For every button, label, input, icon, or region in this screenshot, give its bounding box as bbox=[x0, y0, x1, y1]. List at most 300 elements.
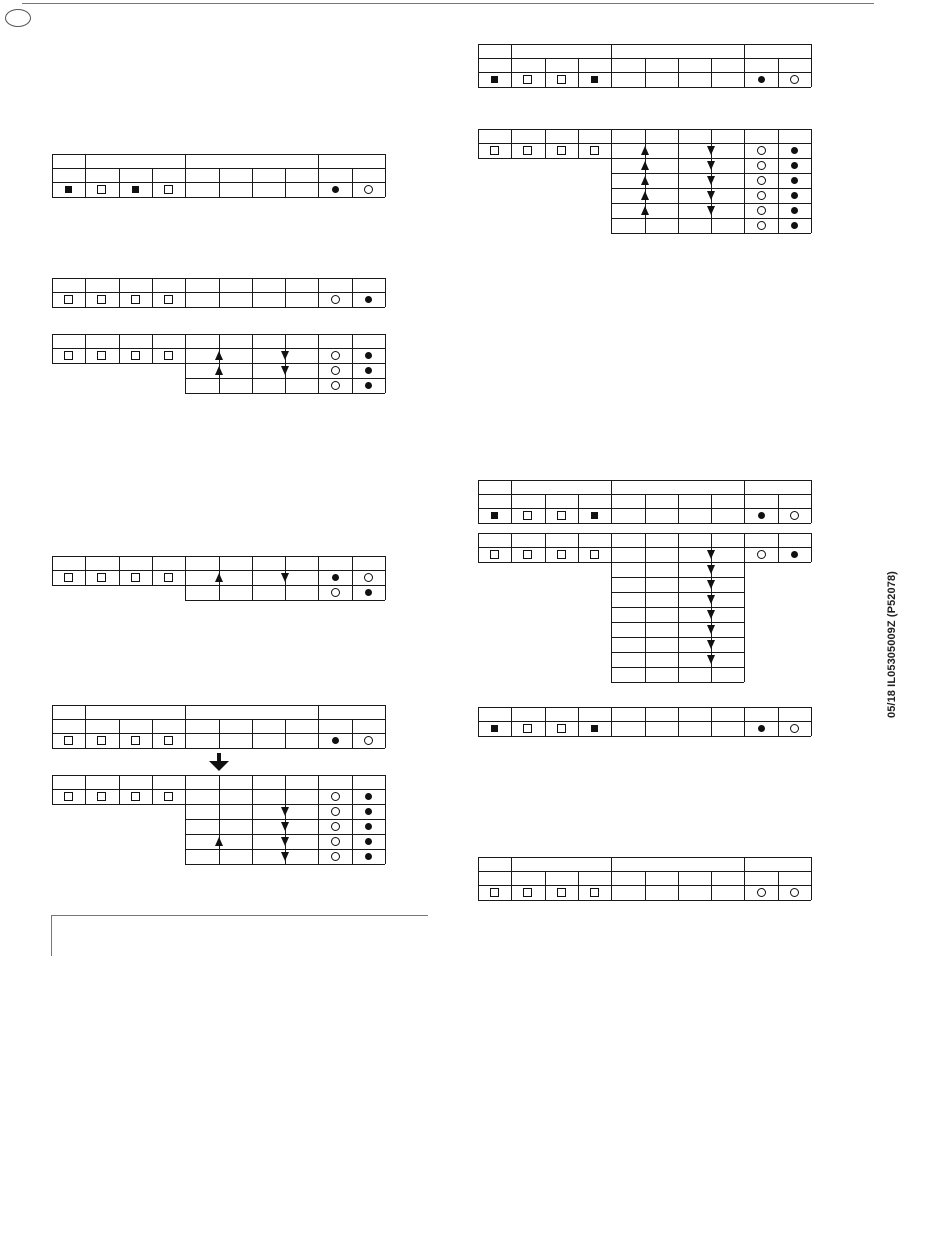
grid-line-v bbox=[52, 775, 53, 789]
grid-line-v bbox=[318, 278, 319, 292]
grid-line-v bbox=[152, 789, 153, 804]
grid-line-v bbox=[185, 849, 186, 864]
open-circle-icon bbox=[364, 573, 373, 582]
grid-line-v bbox=[744, 577, 745, 592]
open-square-icon bbox=[523, 75, 532, 84]
grid-line-v bbox=[811, 871, 812, 885]
grid-line-v bbox=[478, 721, 479, 736]
open-circle-icon bbox=[757, 191, 766, 200]
arrow-down-icon bbox=[707, 191, 715, 200]
grid-line-v bbox=[778, 158, 779, 173]
open-circle-icon bbox=[790, 511, 799, 520]
grid-line-v bbox=[778, 218, 779, 233]
arrow-down-icon bbox=[281, 366, 289, 375]
grid-line-v bbox=[611, 577, 612, 592]
grid-line-v bbox=[285, 182, 286, 197]
filled-square-icon bbox=[491, 76, 498, 83]
grid-line-v bbox=[511, 871, 512, 885]
grid-line-v bbox=[385, 819, 386, 834]
grid-line-v bbox=[578, 508, 579, 523]
arrow-up-icon bbox=[641, 161, 649, 170]
grid-line-v bbox=[152, 719, 153, 733]
open-circle-icon bbox=[757, 206, 766, 215]
filled-square-icon bbox=[591, 76, 598, 83]
grid-line-v bbox=[252, 556, 253, 570]
grid-line-v bbox=[545, 533, 546, 547]
grid-line-v bbox=[611, 173, 612, 188]
grid-line-v bbox=[478, 494, 479, 508]
grid-line-v bbox=[678, 158, 679, 173]
grid-line-v bbox=[611, 158, 612, 173]
grid-line-v bbox=[252, 775, 253, 789]
grid-line-v bbox=[85, 775, 86, 789]
filled-square-icon bbox=[132, 186, 139, 193]
grid-line-v bbox=[744, 494, 745, 508]
grid-line-v bbox=[352, 789, 353, 804]
grid-line-v bbox=[119, 168, 120, 182]
grid-line-v bbox=[545, 547, 546, 562]
grid-line-v bbox=[185, 804, 186, 819]
grid-line-h bbox=[185, 600, 385, 601]
grid-line-v bbox=[811, 857, 812, 871]
grid-line-v bbox=[352, 556, 353, 570]
open-square-icon bbox=[97, 792, 106, 801]
grid-line-v bbox=[219, 819, 220, 834]
grid-line-v bbox=[611, 707, 612, 721]
grid-line-v bbox=[385, 292, 386, 307]
grid-line-h bbox=[52, 748, 385, 749]
grid-line-v bbox=[611, 508, 612, 523]
grid-line-v bbox=[352, 775, 353, 789]
grid-line-v bbox=[711, 494, 712, 508]
grid-line-v bbox=[478, 480, 479, 494]
grid-line-v bbox=[678, 622, 679, 637]
transition-arrow-icon bbox=[209, 753, 229, 776]
open-square-icon bbox=[523, 888, 532, 897]
grid-line-v bbox=[711, 707, 712, 721]
grid-line-v bbox=[352, 348, 353, 363]
grid-line-v bbox=[744, 652, 745, 667]
grid-line-v bbox=[85, 292, 86, 307]
grid-line-v bbox=[219, 849, 220, 864]
grid-line-v bbox=[252, 168, 253, 182]
arrow-up-icon bbox=[641, 206, 649, 215]
grid-line-v bbox=[119, 733, 120, 748]
filled-circle-icon bbox=[365, 853, 372, 860]
grid-line-v bbox=[744, 667, 745, 682]
grid-line-v bbox=[711, 721, 712, 736]
grid-line-v bbox=[252, 849, 253, 864]
grid-line-v bbox=[185, 733, 186, 748]
open-square-icon bbox=[97, 295, 106, 304]
open-square-icon bbox=[164, 792, 173, 801]
grid-line-v bbox=[318, 363, 319, 378]
grid-line-v bbox=[352, 819, 353, 834]
grid-line-v bbox=[185, 363, 186, 378]
open-square-icon bbox=[97, 351, 106, 360]
filled-square-icon bbox=[65, 186, 72, 193]
grid-line-v bbox=[678, 129, 679, 143]
grid-line-v bbox=[778, 533, 779, 547]
grid-line-v bbox=[285, 719, 286, 733]
grid-line-v bbox=[185, 348, 186, 363]
grid-line-v bbox=[352, 168, 353, 182]
grid-line-v bbox=[545, 129, 546, 143]
grid-line-v bbox=[678, 667, 679, 682]
grid-line-v bbox=[252, 834, 253, 849]
grid-line-v bbox=[778, 871, 779, 885]
grid-line-v bbox=[645, 562, 646, 577]
grid-line-v bbox=[744, 158, 745, 173]
open-square-icon bbox=[490, 146, 499, 155]
grid-line-v bbox=[611, 533, 612, 547]
open-square-icon bbox=[523, 550, 532, 559]
grid-line-v bbox=[478, 533, 479, 547]
grid-line-v bbox=[778, 707, 779, 721]
grid-line-v bbox=[385, 378, 386, 393]
grid-line-v bbox=[645, 494, 646, 508]
arrow-up-icon bbox=[641, 191, 649, 200]
grid-line-v bbox=[185, 705, 186, 719]
grid-line-v bbox=[711, 129, 712, 143]
grid-line-v bbox=[511, 857, 512, 871]
grid-line-v bbox=[545, 707, 546, 721]
grid-line-v bbox=[318, 705, 319, 719]
arrow-up-icon bbox=[641, 176, 649, 185]
grid-line-v bbox=[611, 494, 612, 508]
grid-line-v bbox=[185, 719, 186, 733]
arrow-down-icon bbox=[281, 807, 289, 816]
grid-line-v bbox=[318, 168, 319, 182]
grid-line-v bbox=[711, 72, 712, 87]
grid-line-v bbox=[318, 348, 319, 363]
filled-circle-icon bbox=[791, 177, 798, 184]
grid-line-h bbox=[185, 864, 385, 865]
grid-line-v bbox=[611, 637, 612, 652]
grid-line-v bbox=[52, 556, 53, 570]
arrow-up-icon bbox=[215, 366, 223, 375]
open-square-icon bbox=[97, 573, 106, 582]
grid-line-v bbox=[545, 508, 546, 523]
open-circle-icon bbox=[790, 888, 799, 897]
grid-line-v bbox=[85, 719, 86, 733]
open-square-icon bbox=[557, 75, 566, 84]
grid-line-v bbox=[611, 218, 612, 233]
grid-line-v bbox=[678, 592, 679, 607]
grid-line-v bbox=[645, 637, 646, 652]
grid-line-h bbox=[478, 480, 811, 481]
filled-circle-icon bbox=[791, 222, 798, 229]
grid-line-v bbox=[645, 885, 646, 900]
grid-line-v bbox=[678, 533, 679, 547]
grid-line-v bbox=[778, 721, 779, 736]
arrow-down-icon bbox=[281, 351, 289, 360]
grid-line-h bbox=[52, 705, 385, 706]
arrow-down-icon bbox=[707, 146, 715, 155]
grid-line-v bbox=[744, 721, 745, 736]
grid-line-v bbox=[285, 733, 286, 748]
grid-line-v bbox=[185, 168, 186, 182]
grid-line-v bbox=[578, 58, 579, 72]
language-marker-circle bbox=[5, 9, 31, 27]
grid-line-v bbox=[352, 570, 353, 585]
filled-circle-icon bbox=[365, 838, 372, 845]
open-circle-icon bbox=[331, 351, 340, 360]
grid-line-v bbox=[578, 143, 579, 158]
grid-line-v bbox=[678, 637, 679, 652]
grid-line-v bbox=[645, 721, 646, 736]
grid-line-v bbox=[252, 804, 253, 819]
grid-line-v bbox=[678, 707, 679, 721]
grid-line-v bbox=[678, 577, 679, 592]
grid-line-v bbox=[385, 570, 386, 585]
grid-line-v bbox=[185, 775, 186, 789]
grid-line-v bbox=[285, 378, 286, 393]
grid-line-v bbox=[811, 58, 812, 72]
open-circle-icon bbox=[757, 146, 766, 155]
grid-line-v bbox=[152, 348, 153, 363]
grid-line-v bbox=[611, 607, 612, 622]
open-square-icon bbox=[590, 550, 599, 559]
grid-line-v bbox=[252, 585, 253, 600]
grid-line-h bbox=[611, 682, 744, 683]
grid-line-v bbox=[185, 182, 186, 197]
grid-line-v bbox=[511, 707, 512, 721]
open-square-icon bbox=[97, 185, 106, 194]
grid-line-v bbox=[778, 508, 779, 523]
open-square-icon bbox=[523, 511, 532, 520]
grid-line-v bbox=[285, 292, 286, 307]
grid-line-v bbox=[52, 292, 53, 307]
grid-line-v bbox=[744, 129, 745, 143]
open-square-icon bbox=[557, 888, 566, 897]
grid-line-v bbox=[285, 585, 286, 600]
grid-line-v bbox=[52, 705, 53, 719]
grid-line-v bbox=[352, 834, 353, 849]
arrow-up-icon bbox=[215, 837, 223, 846]
grid-line-v bbox=[645, 652, 646, 667]
grid-line-v bbox=[511, 480, 512, 494]
grid-line-v bbox=[511, 129, 512, 143]
grid-line-v bbox=[252, 378, 253, 393]
grid-line-v bbox=[119, 719, 120, 733]
grid-line-v bbox=[578, 547, 579, 562]
grid-line-v bbox=[285, 556, 286, 570]
grid-line-v bbox=[511, 494, 512, 508]
grid-line-v bbox=[678, 143, 679, 158]
filled-circle-icon bbox=[365, 367, 372, 374]
grid-line-v bbox=[385, 182, 386, 197]
grid-line-v bbox=[219, 733, 220, 748]
open-square-icon bbox=[131, 351, 140, 360]
open-circle-icon bbox=[757, 550, 766, 559]
grid-line-v bbox=[778, 143, 779, 158]
arrow-down-icon bbox=[707, 161, 715, 170]
filled-circle-icon bbox=[365, 808, 372, 815]
grid-line-v bbox=[778, 547, 779, 562]
grid-line-v bbox=[478, 885, 479, 900]
grid-line-v bbox=[119, 292, 120, 307]
grid-line-v bbox=[219, 719, 220, 733]
grid-line-v bbox=[678, 72, 679, 87]
grid-line-v bbox=[611, 44, 612, 58]
grid-line-v bbox=[52, 570, 53, 585]
open-square-icon bbox=[557, 724, 566, 733]
grid-line-v bbox=[778, 885, 779, 900]
grid-line-v bbox=[185, 556, 186, 570]
grid-line-v bbox=[645, 72, 646, 87]
grid-line-v bbox=[711, 508, 712, 523]
grid-line-v bbox=[478, 129, 479, 143]
grid-line-v bbox=[744, 871, 745, 885]
grid-line-h bbox=[478, 44, 811, 45]
grid-line-v bbox=[185, 292, 186, 307]
grid-line-v bbox=[385, 363, 386, 378]
grid-line-v bbox=[478, 707, 479, 721]
grid-line-v bbox=[778, 188, 779, 203]
grid-line-v bbox=[645, 129, 646, 143]
grid-line-v bbox=[645, 707, 646, 721]
grid-line-v bbox=[778, 72, 779, 87]
grid-line-v bbox=[219, 278, 220, 292]
grid-line-v bbox=[711, 871, 712, 885]
open-square-icon bbox=[590, 888, 599, 897]
grid-line-v bbox=[352, 334, 353, 348]
grid-line-v bbox=[744, 188, 745, 203]
grid-line-v bbox=[318, 819, 319, 834]
grid-line-v bbox=[119, 278, 120, 292]
grid-line-v bbox=[52, 154, 53, 168]
grid-line-v bbox=[52, 348, 53, 363]
grid-line-v bbox=[611, 58, 612, 72]
open-square-icon bbox=[164, 295, 173, 304]
grid-line-h bbox=[478, 736, 811, 737]
grid-line-v bbox=[252, 182, 253, 197]
grid-line-v bbox=[578, 494, 579, 508]
open-square-icon bbox=[523, 724, 532, 733]
open-square-icon bbox=[64, 573, 73, 582]
grid-line-v bbox=[811, 533, 812, 547]
grid-line-v bbox=[545, 58, 546, 72]
grid-line-v bbox=[185, 278, 186, 292]
grid-line-v bbox=[478, 143, 479, 158]
open-square-icon bbox=[557, 511, 566, 520]
arrow-down-icon bbox=[281, 837, 289, 846]
grid-line-v bbox=[511, 533, 512, 547]
grid-line-v bbox=[85, 334, 86, 348]
grid-line-v bbox=[478, 44, 479, 58]
arrow-down-icon bbox=[707, 580, 715, 589]
arrow-down-icon bbox=[707, 550, 715, 559]
grid-line-v bbox=[119, 570, 120, 585]
grid-line-v bbox=[385, 585, 386, 600]
open-circle-icon bbox=[331, 381, 340, 390]
filled-circle-icon bbox=[365, 296, 372, 303]
grid-line-v bbox=[811, 508, 812, 523]
grid-line-v bbox=[252, 733, 253, 748]
grid-line-v bbox=[678, 652, 679, 667]
grid-line-v bbox=[52, 733, 53, 748]
grid-line-v bbox=[318, 570, 319, 585]
grid-line-v bbox=[185, 334, 186, 348]
grid-line-v bbox=[744, 857, 745, 871]
grid-line-v bbox=[85, 733, 86, 748]
grid-line-v bbox=[678, 188, 679, 203]
open-square-icon bbox=[97, 736, 106, 745]
grid-line-v bbox=[711, 533, 712, 547]
arrow-down-icon bbox=[707, 206, 715, 215]
open-circle-icon bbox=[331, 588, 340, 597]
grid-line-v bbox=[318, 719, 319, 733]
open-square-icon bbox=[131, 736, 140, 745]
grid-line-v bbox=[478, 547, 479, 562]
filled-square-icon bbox=[491, 512, 498, 519]
document-code: 05/18 IL05305009Z (P52078) bbox=[886, 571, 898, 718]
grid-line-v bbox=[352, 292, 353, 307]
grid-line-v bbox=[352, 849, 353, 864]
open-square-icon bbox=[131, 573, 140, 582]
grid-line-v bbox=[385, 278, 386, 292]
grid-line-v bbox=[578, 533, 579, 547]
grid-line-v bbox=[52, 168, 53, 182]
arrow-down-icon bbox=[707, 595, 715, 604]
open-circle-icon bbox=[364, 185, 373, 194]
grid-line-v bbox=[611, 871, 612, 885]
grid-line-v bbox=[385, 556, 386, 570]
grid-line-v bbox=[645, 218, 646, 233]
grid-line-v bbox=[385, 775, 386, 789]
grid-line-v bbox=[611, 622, 612, 637]
grid-line-v bbox=[352, 278, 353, 292]
grid-line-v bbox=[811, 129, 812, 143]
filled-circle-icon bbox=[758, 76, 765, 83]
grid-line-v bbox=[85, 154, 86, 168]
grid-line-v bbox=[811, 44, 812, 58]
open-square-icon bbox=[64, 736, 73, 745]
open-circle-icon bbox=[757, 221, 766, 230]
grid-line-v bbox=[52, 789, 53, 804]
grid-line-v bbox=[318, 733, 319, 748]
grid-line-v bbox=[318, 182, 319, 197]
arrow-down-icon bbox=[707, 565, 715, 574]
grid-line-v bbox=[645, 58, 646, 72]
grid-line-v bbox=[185, 570, 186, 585]
grid-line-v bbox=[645, 667, 646, 682]
grid-line-v bbox=[744, 607, 745, 622]
grid-line-v bbox=[811, 203, 812, 218]
arrow-down-icon bbox=[281, 822, 289, 831]
grid-line-v bbox=[52, 182, 53, 197]
grid-line-v bbox=[285, 775, 286, 789]
grid-line-v bbox=[744, 547, 745, 562]
grid-line-v bbox=[811, 173, 812, 188]
grid-line-v bbox=[811, 143, 812, 158]
grid-line-v bbox=[252, 719, 253, 733]
grid-line-v bbox=[318, 789, 319, 804]
filled-circle-icon bbox=[365, 793, 372, 800]
grid-line-v bbox=[611, 143, 612, 158]
grid-line-v bbox=[744, 707, 745, 721]
grid-line-v bbox=[85, 570, 86, 585]
grid-line-v bbox=[52, 334, 53, 348]
grid-line-v bbox=[578, 707, 579, 721]
grid-line-v bbox=[511, 547, 512, 562]
grid-line-v bbox=[744, 637, 745, 652]
grid-line-v bbox=[478, 72, 479, 87]
grid-line-h bbox=[478, 523, 811, 524]
grid-line-v bbox=[744, 218, 745, 233]
grid-line-v bbox=[511, 58, 512, 72]
